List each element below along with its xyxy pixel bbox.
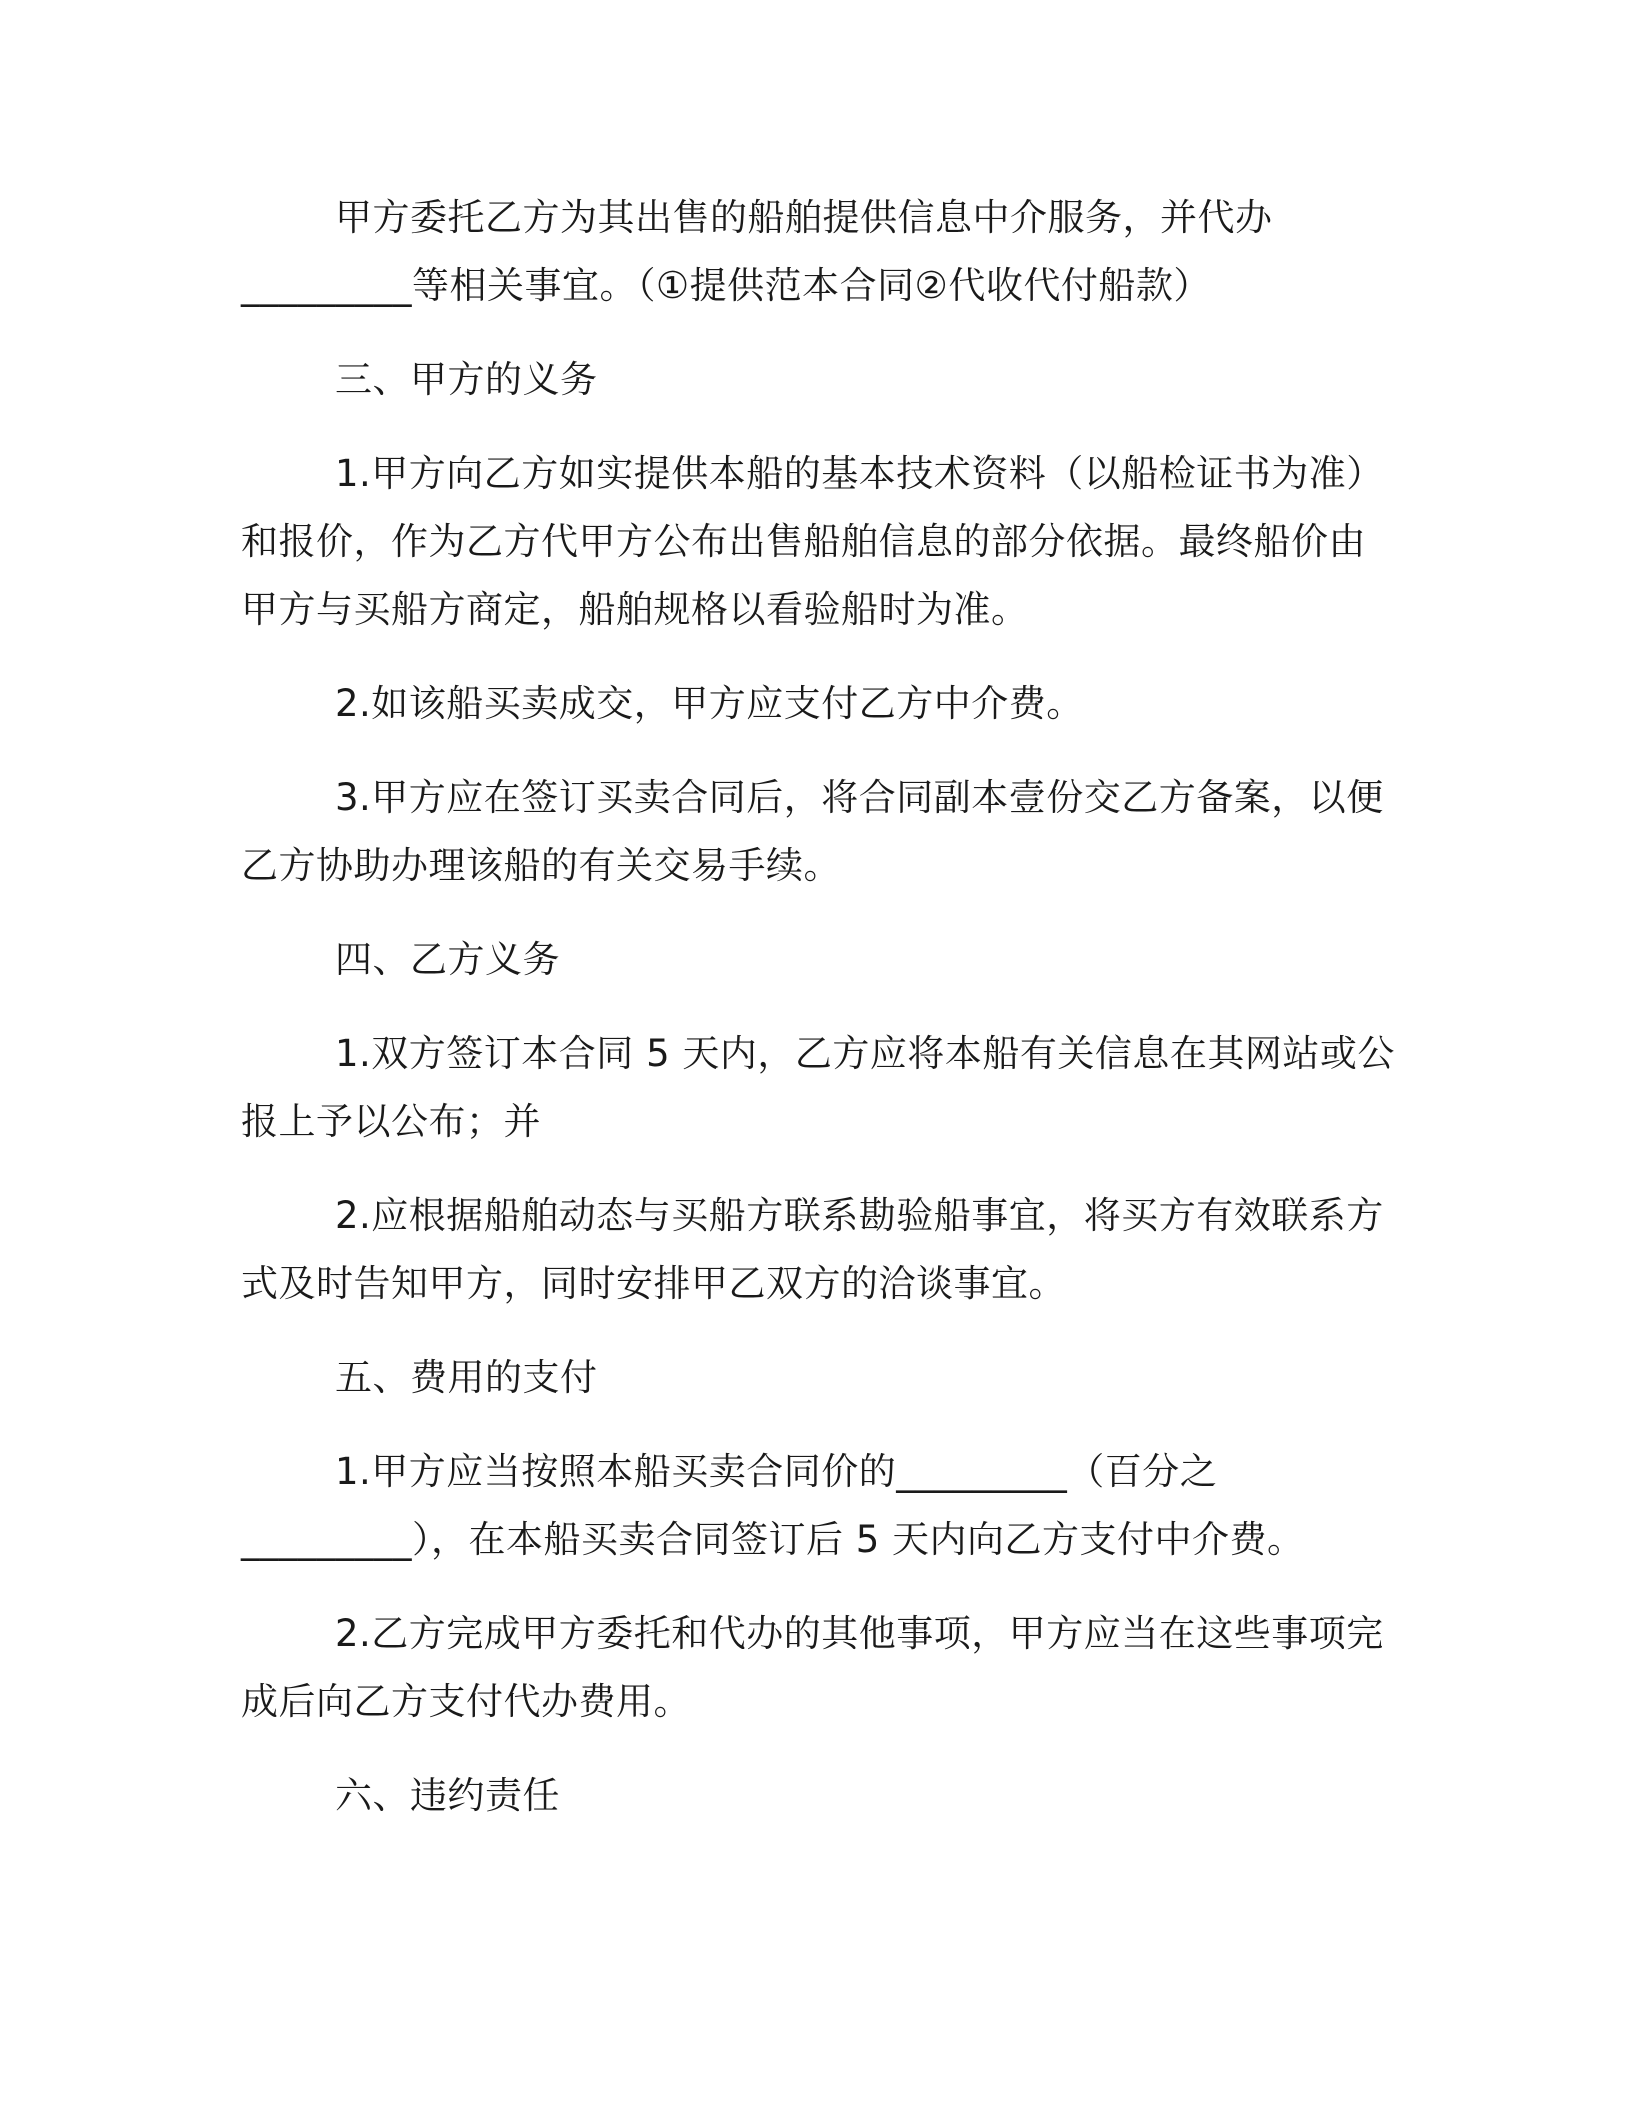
section-3-item-1-line-2: 和报价，作为乙方代甲方公布出售船舶信息的部分依据。最终船价由: [241, 520, 1366, 563]
section-4-title: 四、乙方义务: [335, 938, 560, 981]
section-4-item-2-line-2: 式及时告知甲方，同时安排甲乙双方的洽谈事宜。: [241, 1262, 1066, 1305]
section-5-item-2-line-1: 2.乙方完成甲方委托和代办的其他事项，甲方应当在这些事项完: [335, 1612, 1384, 1655]
section-4-item-2-line-1: 2.应根据船舶动态与买船方联系勘验船事宜，将买方有效联系方: [335, 1194, 1384, 1237]
section-4-item-2: [241, 1182, 1391, 1318]
section-5-item-1-line-1: 1.甲方应当按照本船买卖合同价的_________（百分之: [335, 1450, 1218, 1493]
section-3-heading: [241, 346, 1391, 414]
section-4-item-1-line-2: 报上予以公布；并: [241, 1100, 541, 1143]
section-4-heading: [241, 926, 1391, 994]
section-6-title: 六、违约责任: [335, 1774, 560, 1817]
section-3-item-2-line-1: 2.如该船买卖成交，甲方应支付乙方中介费。: [335, 682, 1084, 725]
intro-line-1: 甲方委托乙方为其出售的船舶提供信息中介服务，并代办: [335, 196, 1273, 239]
intro-paragraph: [241, 184, 1391, 320]
section-3-item-1-line-3: 甲方与买船方商定，船舶规格以看验船时为准。: [241, 588, 1029, 631]
section-4-item-1-line-1: 1.双方签订本合同 5 天内，乙方应将本船有关信息在其网站或公: [335, 1032, 1395, 1075]
section-5-item-2: [241, 1600, 1391, 1736]
section-3-item-3-line-2: 乙方协助办理该船的有关交易手续。: [241, 844, 841, 887]
section-5-heading: [241, 1344, 1391, 1412]
section-4-item-1: [241, 1020, 1395, 1156]
section-3-item-1: [241, 440, 1391, 644]
section-5-item-1: [241, 1438, 1391, 1574]
section-3-item-1-line-1: 1.甲方向乙方如实提供本船的基本技术资料（以船检证书为准）: [335, 452, 1384, 495]
section-5-item-2-line-2: 成后向乙方支付代办费用。: [241, 1680, 691, 1723]
section-3-item-3-line-1: 3.甲方应在签订买卖合同后，将合同副本壹份交乙方备案，以便: [335, 776, 1384, 819]
section-3-item-2: [241, 670, 1391, 738]
section-5-title: 五、费用的支付: [335, 1356, 598, 1399]
section-3-title: 三、甲方的义务: [335, 358, 598, 401]
document-body: [241, 184, 1395, 1856]
section-6-heading: [241, 1762, 1391, 1830]
section-5-item-1-line-2: _________），在本船买卖合同签订后 5 天内向乙方支付中介费。: [241, 1518, 1305, 1561]
section-3-item-3: [241, 764, 1391, 900]
intro-line-2: _________等相关事宜。（①提供范本合同②代收代付船款）: [241, 264, 1211, 307]
